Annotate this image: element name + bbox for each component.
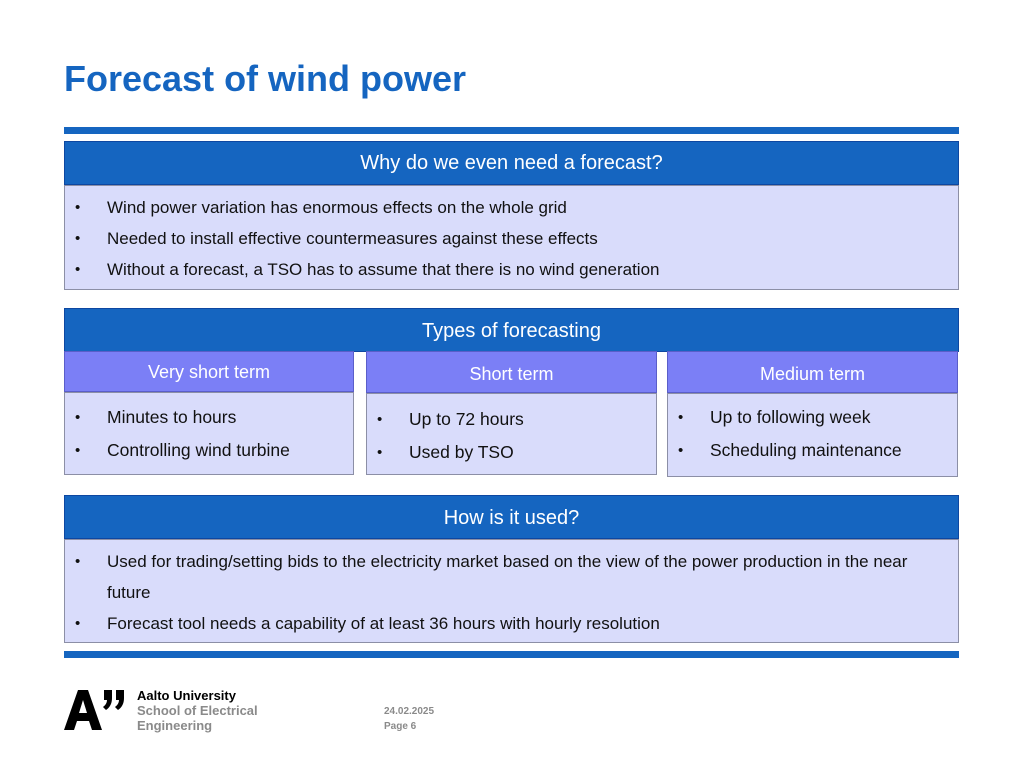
list-item: [65, 401, 353, 434]
bullet-text: Up to following week: [710, 407, 871, 427]
list-item: [65, 608, 944, 639]
why-panel-body: [64, 185, 959, 290]
bullet-text: Controlling wind turbine: [107, 440, 290, 460]
bullet-icon: •: [377, 411, 383, 428]
bullet-text: Forecast tool needs a capability of at least 36 hours with hourly resolution: [107, 614, 660, 633]
bullet-text: Needed to install effective countermeasures against these effects: [107, 229, 598, 248]
org-line-2: School of Electrical: [137, 703, 258, 718]
page-number: Page 6: [384, 721, 417, 732]
usage-panel-header: How is it used?: [64, 495, 959, 539]
very-short-term-body: [64, 392, 354, 475]
bullet-icon: •: [75, 553, 81, 570]
usage-bullet-list: [65, 546, 944, 639]
bullet-icon: •: [75, 230, 81, 247]
usage-panel-body: [64, 539, 959, 643]
list-item: [65, 254, 958, 285]
bullet-text: Wind power variation has enormous effects on the whole grid: [107, 198, 567, 217]
bullet-icon: •: [678, 442, 684, 459]
list-item: [367, 436, 656, 469]
bullet-text: Used for trading/setting bids to the electricity market based on the view of the power production in the near future: [107, 552, 908, 602]
bullet-text: Up to 72 hours: [409, 409, 524, 429]
bullet-text: Scheduling maintenance: [710, 440, 902, 460]
bullet-icon: •: [75, 615, 81, 632]
why-panel-header: Why do we even need a forecast?: [64, 141, 959, 185]
top-divider: [64, 127, 959, 134]
bullet-icon: •: [75, 442, 81, 459]
medium-term-body: [667, 393, 958, 477]
footer-meta: [384, 704, 434, 734]
slide-date: 24.02.2025: [384, 706, 435, 717]
very-short-term-list: [65, 401, 353, 467]
bullet-text: Without a forecast, a TSO has to assume that there is no wind generation: [107, 260, 660, 279]
bullet-icon: •: [75, 261, 81, 278]
short-term-body: [366, 393, 657, 475]
list-item: [65, 546, 944, 608]
org-line-1: Aalto University: [137, 688, 236, 703]
bullet-icon: •: [75, 409, 81, 426]
org-name: [137, 688, 258, 733]
bullet-text: Minutes to hours: [107, 407, 237, 427]
bullet-text: Used by TSO: [409, 442, 514, 462]
why-bullet-list: [65, 192, 958, 285]
org-line-3: Engineering: [137, 718, 213, 733]
list-item: [65, 192, 958, 223]
short-term-header: Short term: [366, 351, 657, 393]
medium-term-header: Medium term: [667, 351, 958, 393]
aalto-logo: [64, 688, 128, 737]
list-item: [367, 403, 656, 436]
bullet-icon: •: [377, 444, 383, 461]
medium-term-list: [668, 401, 957, 467]
list-item: [668, 434, 957, 467]
bottom-divider: [64, 651, 959, 658]
types-panel-header: Types of forecasting: [64, 308, 959, 352]
slide-title: Forecast of wind power: [64, 58, 467, 99]
short-term-list: [367, 403, 656, 469]
bullet-icon: •: [75, 199, 81, 216]
list-item: [65, 434, 353, 467]
list-item: [65, 223, 958, 254]
list-item: [668, 401, 957, 434]
bullet-icon: •: [678, 409, 684, 426]
aalto-logo-icon: [64, 688, 128, 732]
very-short-term-header: Very short term: [64, 351, 354, 392]
